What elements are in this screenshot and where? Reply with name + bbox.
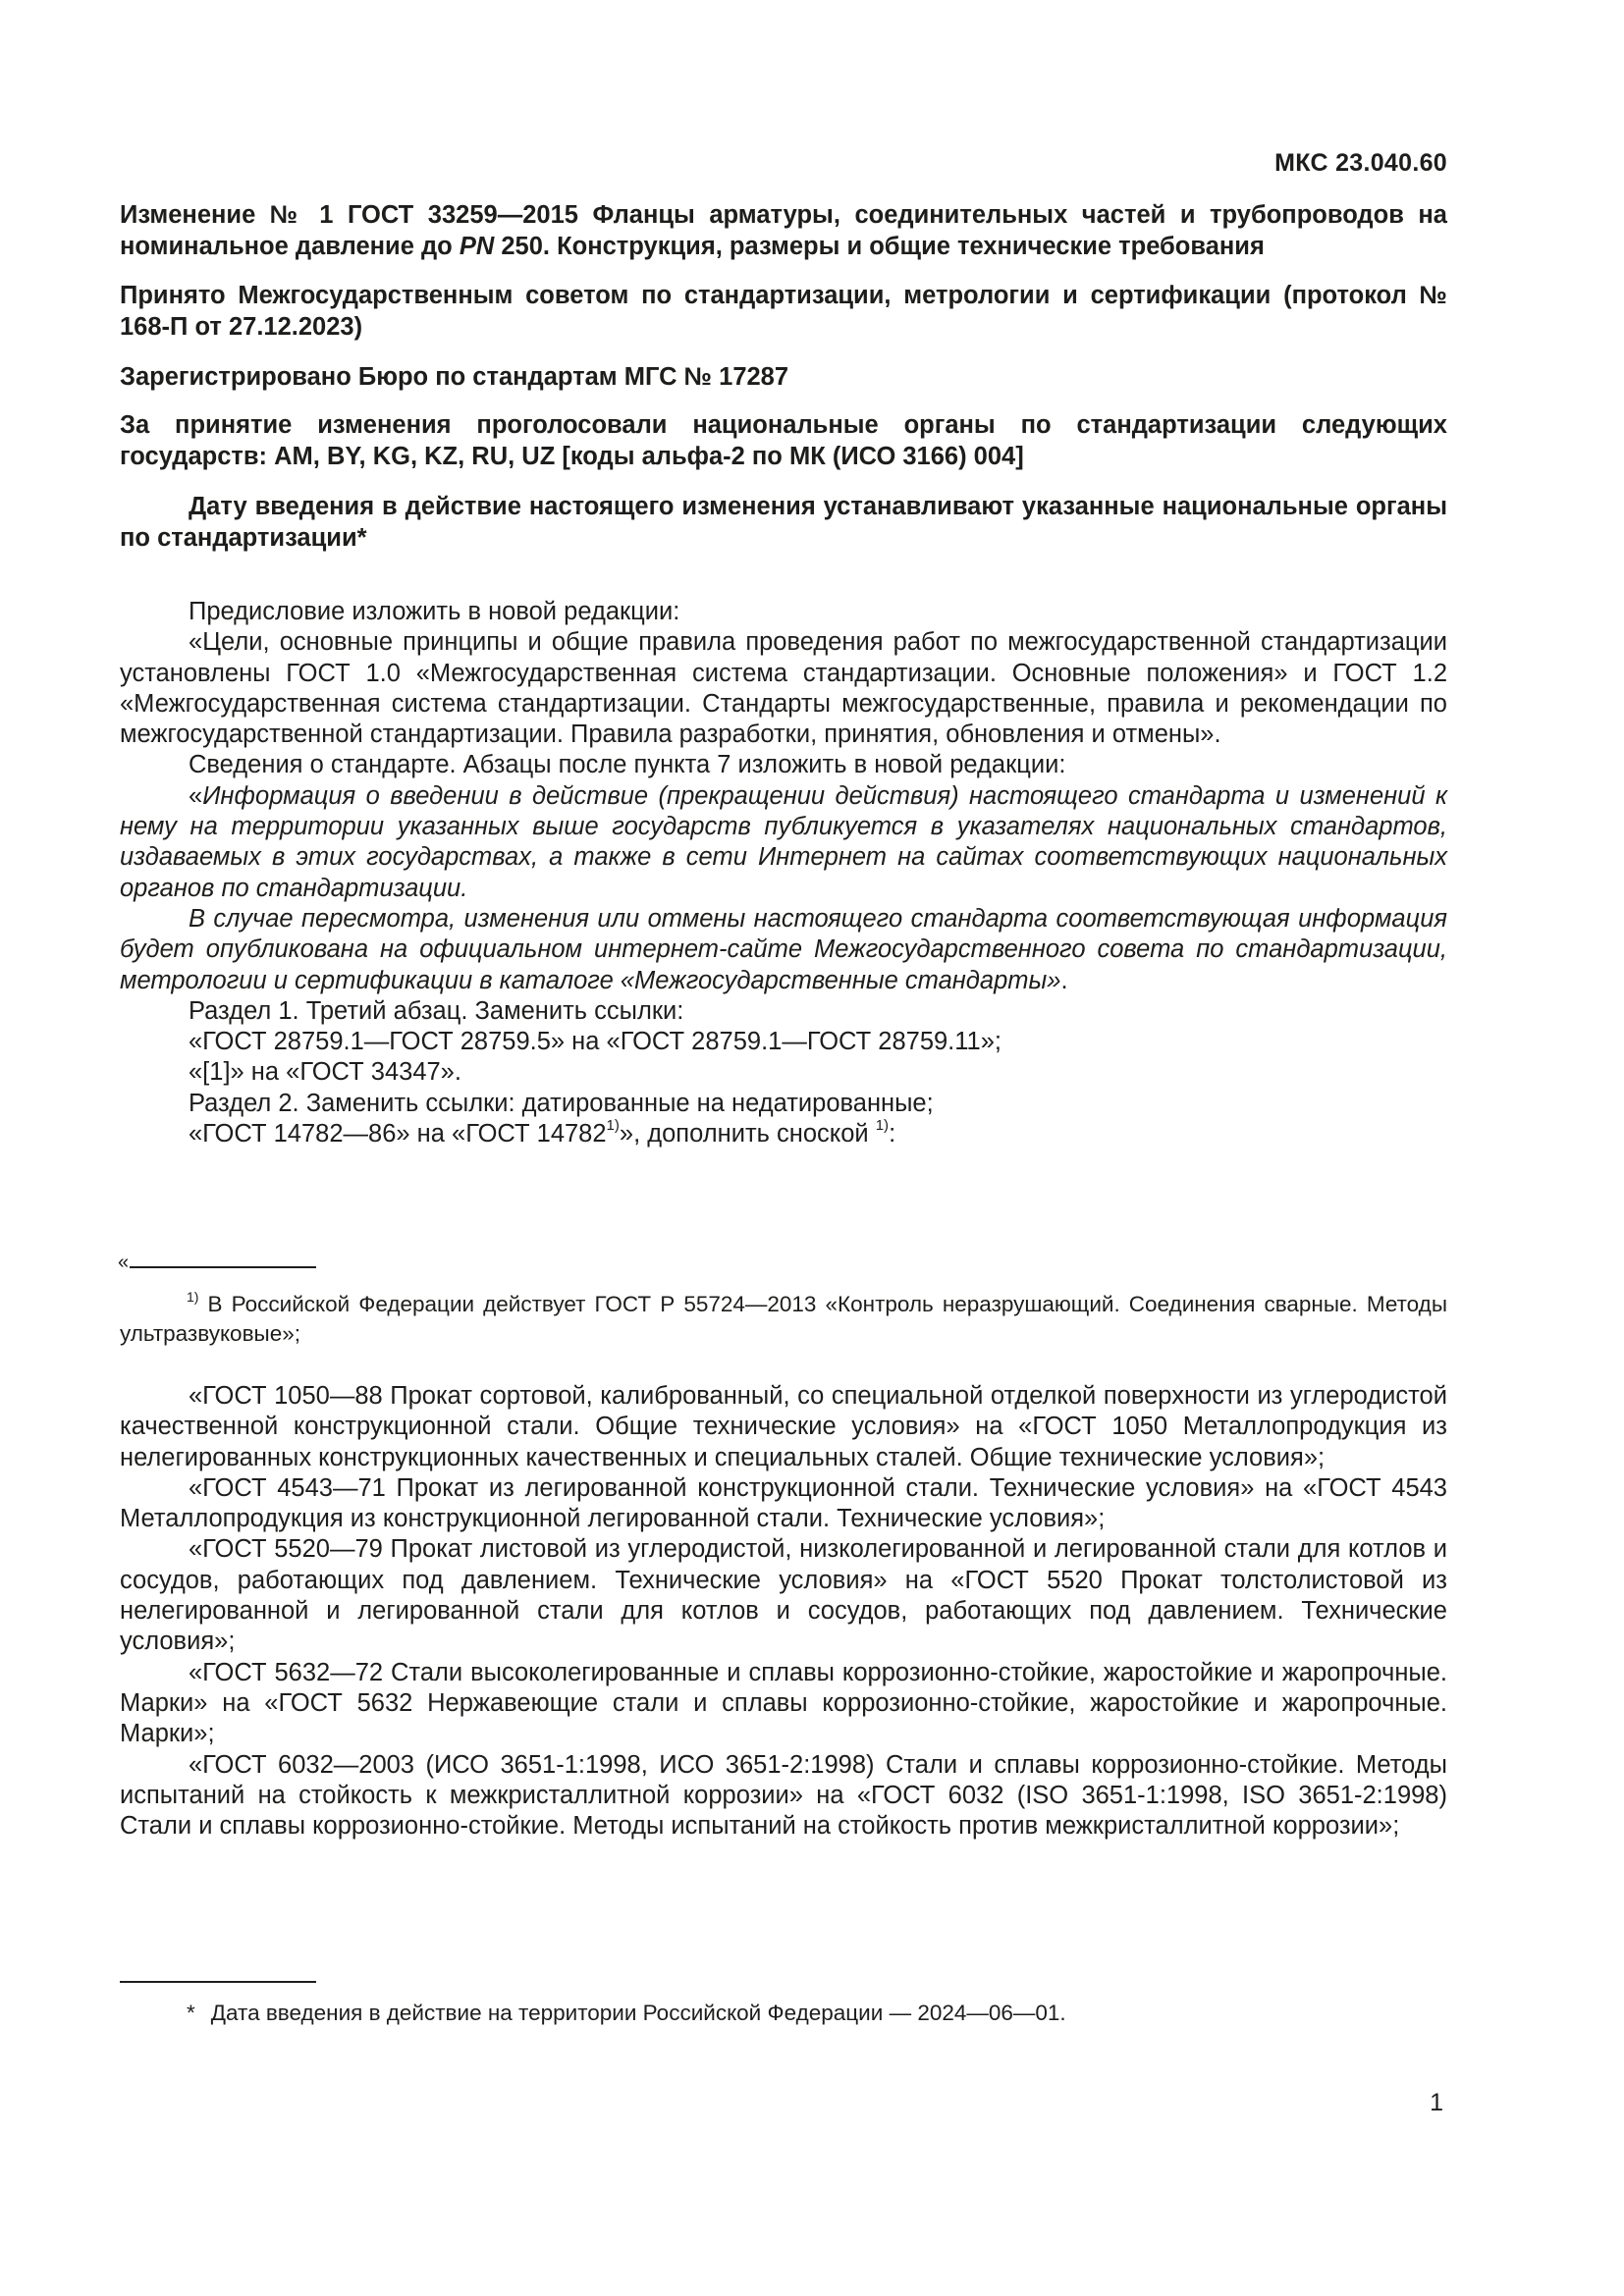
- paragraph: Раздел 1. Третий абзац. Заменить ссылки:: [189, 996, 684, 1025]
- document-page: [120, 0, 1447, 2296]
- footnote-ref: 1): [875, 1116, 890, 1134]
- paragraph: «[1]» на «ГОСТ 34347».: [189, 1058, 461, 1087]
- registered-statement: Зарегистрировано Бюро по стандартам МГС № 17287: [120, 363, 789, 391]
- page-footnote-rule: [120, 1981, 316, 1983]
- paragraph: «Цели, основные принципы и общие правила проведения работ по межгосударственной стандартизации установлены ГОСТ 1.0 «Межгосударственная система стандартизации. Основные положения» и ГОСТ 1.2 «Межгосударственная система стандартизации. Стандарты межгосударственные, правила и рекомендации по межгосударственной стандартизации. Правила разработки, принятия, обновления и отмены».: [120, 628, 1447, 749]
- footnote-rule: [130, 1266, 316, 1268]
- adopted-statement: Принято Межгосударственным советом по стандартизации, метрологии и сертификации (протокол № 168-П от 27.12.2023): [120, 282, 1447, 341]
- footnote-star-mark: *: [187, 2001, 195, 2025]
- amendment-body-continued: [120, 1381, 1447, 1842]
- footnote-1: $^{1)}$ В Российской Федерации действует ГОСТ Р 55724—2013 «Контроль неразрушающий. Соединения сварные. Методы ультразвуковые»;: [120, 1288, 1447, 1346]
- pn-symbol: PN: [459, 233, 495, 260]
- voted-statement: За принятие изменения проголосовали национальные органы по стандартизации следующих государств: AM, BY, KG, KZ, RU, UZ [коды альфа-2 по МК (ИСО 3166) 004]: [120, 411, 1447, 470]
- paragraph-italic: В случае пересмотра, изменения или отмены настоящего стандарта соответствующая информация будет опубликована на официальном интернет-сайте Межгосударственного совета по стандартизации, метрологии и сертификации в каталоге «Межгосударственные стандарты».: [120, 904, 1447, 994]
- paragraph: Предисловие изложить в новой редакции:: [189, 598, 680, 625]
- footnote-ref: 1): [606, 1116, 620, 1134]
- paragraph: «ГОСТ 28759.1—ГОСТ 28759.5» на «ГОСТ 28759.1—ГОСТ 28759.11»;: [189, 1028, 1002, 1056]
- effective-date-statement: Дату введения в действие настоящего изменения устанавливают указанные национальные органы по стандартизации*: [120, 493, 1447, 552]
- paragraph-italic: «Информация о введении в действие (прекращении действия) настоящего стандарта и изменений к нему на территории указанных выше государств публикуется в указателях национальных стандартов, издаваемых в этих государствах, а также в сети Интернет на сайтах соответствующих национальных органов по стандартизации.: [120, 781, 1447, 902]
- paragraph: «ГОСТ 1050—88 Прокат сортовой, калиброванный, со специальной отделкой поверхности из углеродистой качественной конструкционной стали. Общие технические условия» на «ГОСТ 1050 Металлопродукция из нелегированных конструкционных качественных и специальных сталей. Общие технические условия»;: [120, 1382, 1447, 1471]
- footnote-star: * Дата введения в действие на территории Российской Федерации — 2024—06—01.: [187, 2001, 1066, 2025]
- mks-code: МКС 23.040.60: [1274, 149, 1447, 177]
- paragraph: Раздел 2. Заменить ссылки: датированные на недатированные;: [189, 1089, 934, 1117]
- footnote-mark: 1): [187, 1288, 199, 1305]
- paragraph: «ГОСТ 5632—72 Стали высоколегированные и сплавы коррозионно-стойкие, жаростойкие и жаропрочные. Марки» на «ГОСТ 5632 Нержавеющие стали и сплавы коррозионно-стойкие, жаростойкие и жаропрочные. Марки»;: [120, 1658, 1447, 1748]
- paragraph: «ГОСТ 5520—79 Прокат листовой из углеродистой, низколегированной и легированной стали для котлов и сосудов, работающих под давлением. Технические условия» на «ГОСТ 5520 Прокат толстолистовой из нелегированной и легированной стали для котлов и сосудов, работающих под давлением. Технические условия»;: [120, 1535, 1447, 1656]
- page-number: 1: [1430, 2089, 1443, 2116]
- amendment-body: [120, 597, 1447, 1149]
- paragraph: «ГОСТ 4543—71 Прокат из легированной конструкционной стали. Технические условия» на «ГОСТ 4543 Металлопродукция из конструкционной легированной стали. Технические условия»;: [120, 1473, 1447, 1533]
- amendment-title: Изменение № 1 ГОСТ 33259—2015 Фланцы арматуры, соединительных частей и трубопроводов на номинальное давление до PN 250. Конструкция, размеры и общие технические требования: [120, 201, 1447, 260]
- paragraph: «ГОСТ 6032—2003 (ИСО 3651-1:1998, ИСО 3651-2:1998) Стали и сплавы коррозионно-стойкие. Методы испытаний на стойкость к межкристаллитной коррозии» на «ГОСТ 6032 (ISO 3651-1:1998, ISO 3651-2:1998) Стали и сплавы коррозионно-стойкие. Методы испытаний на стойкость против межкристаллитной коррозии»;: [120, 1750, 1447, 1841]
- footnote-quote-mark: «: [118, 1252, 130, 1273]
- paragraph: «ГОСТ 14782—86» на «ГОСТ 14782$^{1)}$», дополнить сноской $^{1)}$:: [189, 1116, 896, 1148]
- paragraph: Сведения о стандарте. Абзацы после пункта 7 изложить в новой редакции:: [189, 751, 1066, 779]
